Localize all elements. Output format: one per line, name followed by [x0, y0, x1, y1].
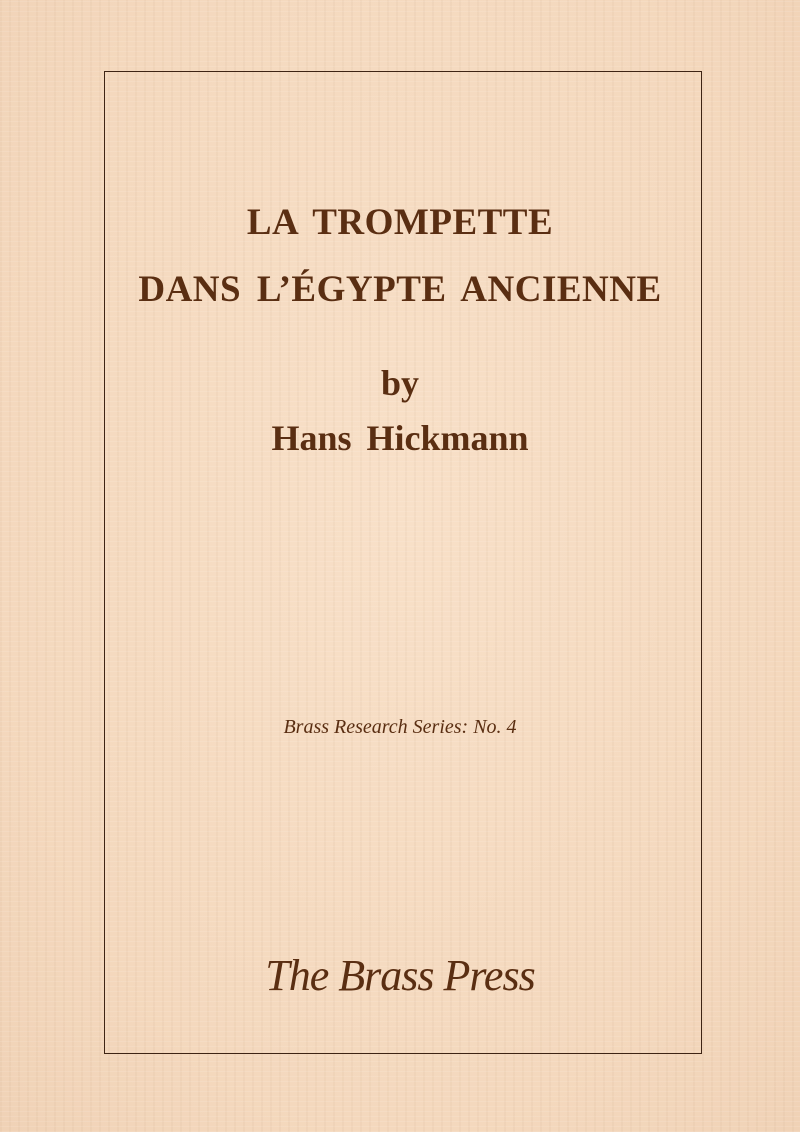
book-title-line-2: DANS L’ÉGYPTE ANCIENNE [138, 269, 662, 310]
series-label: Brass Research Series: No. 4 [283, 716, 517, 738]
author-name: Hans Hickmann [271, 418, 529, 458]
book-title-line-1: LA TROMPETTE [246, 202, 554, 243]
publisher-logo: The Brass Press [265, 951, 535, 1000]
by-label: by [380, 363, 420, 403]
